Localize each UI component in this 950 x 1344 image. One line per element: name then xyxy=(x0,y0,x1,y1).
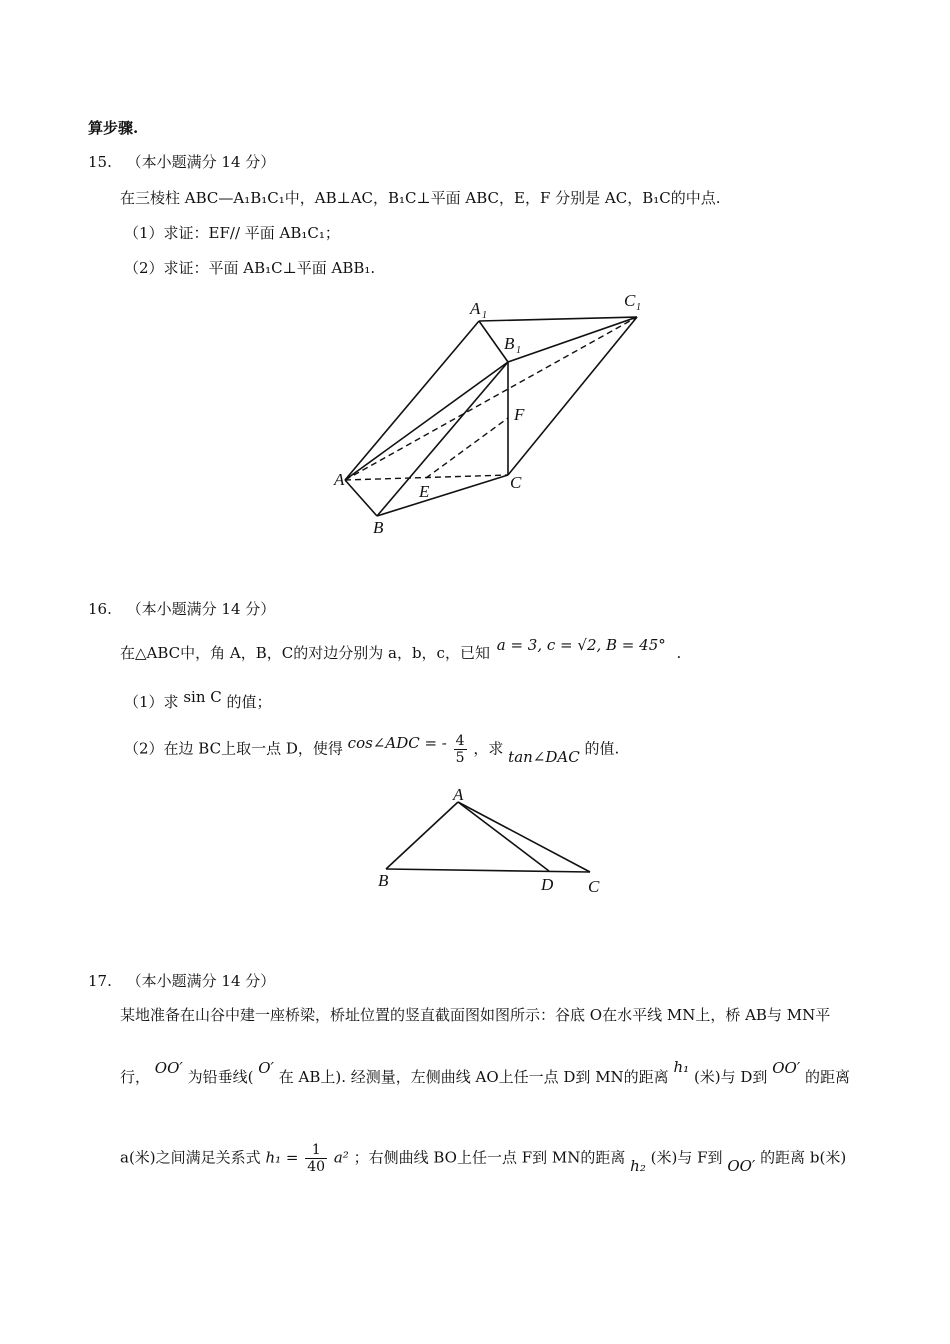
tri-label-B: B xyxy=(378,871,389,890)
label-B1: B xyxy=(504,334,515,353)
edge-A-C xyxy=(458,802,590,872)
q17-line3 xyxy=(120,1142,846,1175)
edge-A-B1 xyxy=(345,362,508,480)
q15-points: （本小题满分 14 分） xyxy=(126,153,276,171)
label-C1: C xyxy=(624,291,636,310)
edge-A-C1 xyxy=(345,317,637,480)
tri-label-A: A xyxy=(453,785,464,804)
edge-B-A xyxy=(386,802,458,869)
edge-B-B1 xyxy=(377,362,508,516)
q16-frac-den: 5 xyxy=(455,750,465,766)
q17-line2-h1: h₁ xyxy=(673,1058,690,1076)
edge-A1-C1 xyxy=(479,317,637,321)
q16-header xyxy=(88,598,275,619)
q15-part2: （2）求证：平面 AB₁C⊥平面 ABB₁. xyxy=(124,259,376,277)
edge-E-F xyxy=(426,418,508,478)
q17-line3-h2: h₂ xyxy=(630,1156,646,1175)
q17-line3-h1: h₁ = xyxy=(265,1148,299,1167)
label-F: F xyxy=(514,405,525,424)
q16-part1-formula: sin C xyxy=(183,688,222,706)
q17-number: 17. xyxy=(88,972,112,990)
label-E: E xyxy=(419,482,430,501)
q16-frac-num: 4 xyxy=(455,733,465,749)
q17-line3-c: (米)与 F到 xyxy=(650,1148,723,1167)
q15-solid-edges xyxy=(345,317,637,516)
tri-label-C: C xyxy=(588,877,600,896)
q17-frac-num: 1 xyxy=(305,1142,327,1159)
q16-stem-suffix: . xyxy=(676,644,682,662)
q16-part2-formula: cos∠ADC = - xyxy=(347,733,447,752)
q16-triangle-figure xyxy=(370,780,610,900)
q17-line3-a: a(米)之间满足关系式 xyxy=(120,1148,261,1167)
q17-header xyxy=(88,970,275,991)
q17-line2-e: 的距离 xyxy=(805,1068,851,1086)
q17-frac-den: 40 xyxy=(307,1159,326,1175)
q15-part1: （1）求证：EF// 平面 AB₁C₁； xyxy=(124,224,340,242)
intro-tail: 算步骤. xyxy=(88,119,139,137)
q17-line2-oo: OO′ xyxy=(154,1059,183,1077)
q17-line3-oo: OO′ xyxy=(727,1156,756,1175)
q17-line2-d: (米)与 D到 xyxy=(693,1068,768,1086)
q17-line3-fraction xyxy=(305,1142,327,1175)
q17-points: （本小题满分 14 分） xyxy=(126,972,276,990)
q16-points: （本小题满分 14 分） xyxy=(126,600,276,618)
label-B1-sub: 1 xyxy=(516,345,521,356)
q16-number: 16. xyxy=(88,600,112,618)
q17-line3-b: ；右侧曲线 BO上任一点 F到 MN的距离 xyxy=(353,1148,626,1167)
label-B: B xyxy=(373,518,384,537)
q17-line1: 某地准备在山谷中建一座桥梁，桥址位置的竖直截面图如图所示：谷底 O在水平线 MN上，桥 AB与 MN平 xyxy=(120,1006,831,1024)
q16-stem-prefix: 在△ABC中，角 A，B，C的对边分别为 a，b，c，已知 xyxy=(120,644,490,662)
q16-part2-fraction xyxy=(454,733,467,766)
q16-part1-prefix: （1）求 xyxy=(124,693,179,711)
q16-part2-formula2: tan∠DAC xyxy=(508,747,580,766)
q16-part1-suffix: 的值； xyxy=(226,693,272,711)
q15-number: 15. xyxy=(88,153,112,171)
q17-line3-d: 的距离 b(米) xyxy=(760,1148,847,1167)
q17-line2-a: 行， xyxy=(120,1068,151,1086)
q16-stem xyxy=(120,636,682,663)
q17-line2-c: 在 AB上). 经测量，左侧曲线 AO上任一点 D到 MN的距离 xyxy=(278,1068,669,1086)
q16-part2-suffix: 的值. xyxy=(584,739,620,758)
q16-part2-prefix: （2）在边 BC上取一点 D，使得 xyxy=(124,739,343,758)
tri-label-D: D xyxy=(541,875,554,894)
q16-part1 xyxy=(124,688,272,712)
q15-header xyxy=(88,151,275,172)
edge-B-C xyxy=(377,475,508,516)
edge-A-D xyxy=(458,802,549,871)
edge-A-A1 xyxy=(345,321,479,480)
q17-line2-oo2: OO′ xyxy=(772,1059,801,1077)
q15-stem: 在三棱柱 ABC—A₁B₁C₁中，AB⊥AC，B₁C⊥平面 ABC，E，F 分别是 AC，B₁C的中点. xyxy=(120,189,721,207)
label-A1: A xyxy=(470,299,481,318)
label-C: C xyxy=(510,473,522,492)
q16-part2 xyxy=(124,733,619,766)
q17-line2-b: 为铅垂线( xyxy=(187,1068,254,1086)
q16-part2-mid: ，求 xyxy=(473,739,504,758)
label-A: A xyxy=(334,470,345,489)
q15-prism-figure xyxy=(330,290,650,545)
edge-A-B xyxy=(345,480,377,516)
q15-hidden-edges xyxy=(345,317,637,480)
edge-C1-C xyxy=(508,317,637,475)
q17-line2-o: O′ xyxy=(258,1059,274,1077)
q16-stem-formula: a = 3, c = √2, B = 45° xyxy=(496,636,666,654)
q17-line3-a2: a² xyxy=(333,1148,349,1167)
q17-line2 xyxy=(120,1058,851,1087)
label-C1-sub: 1 xyxy=(636,302,641,313)
label-A1-sub: 1 xyxy=(482,310,487,321)
edge-B-C xyxy=(386,869,590,872)
